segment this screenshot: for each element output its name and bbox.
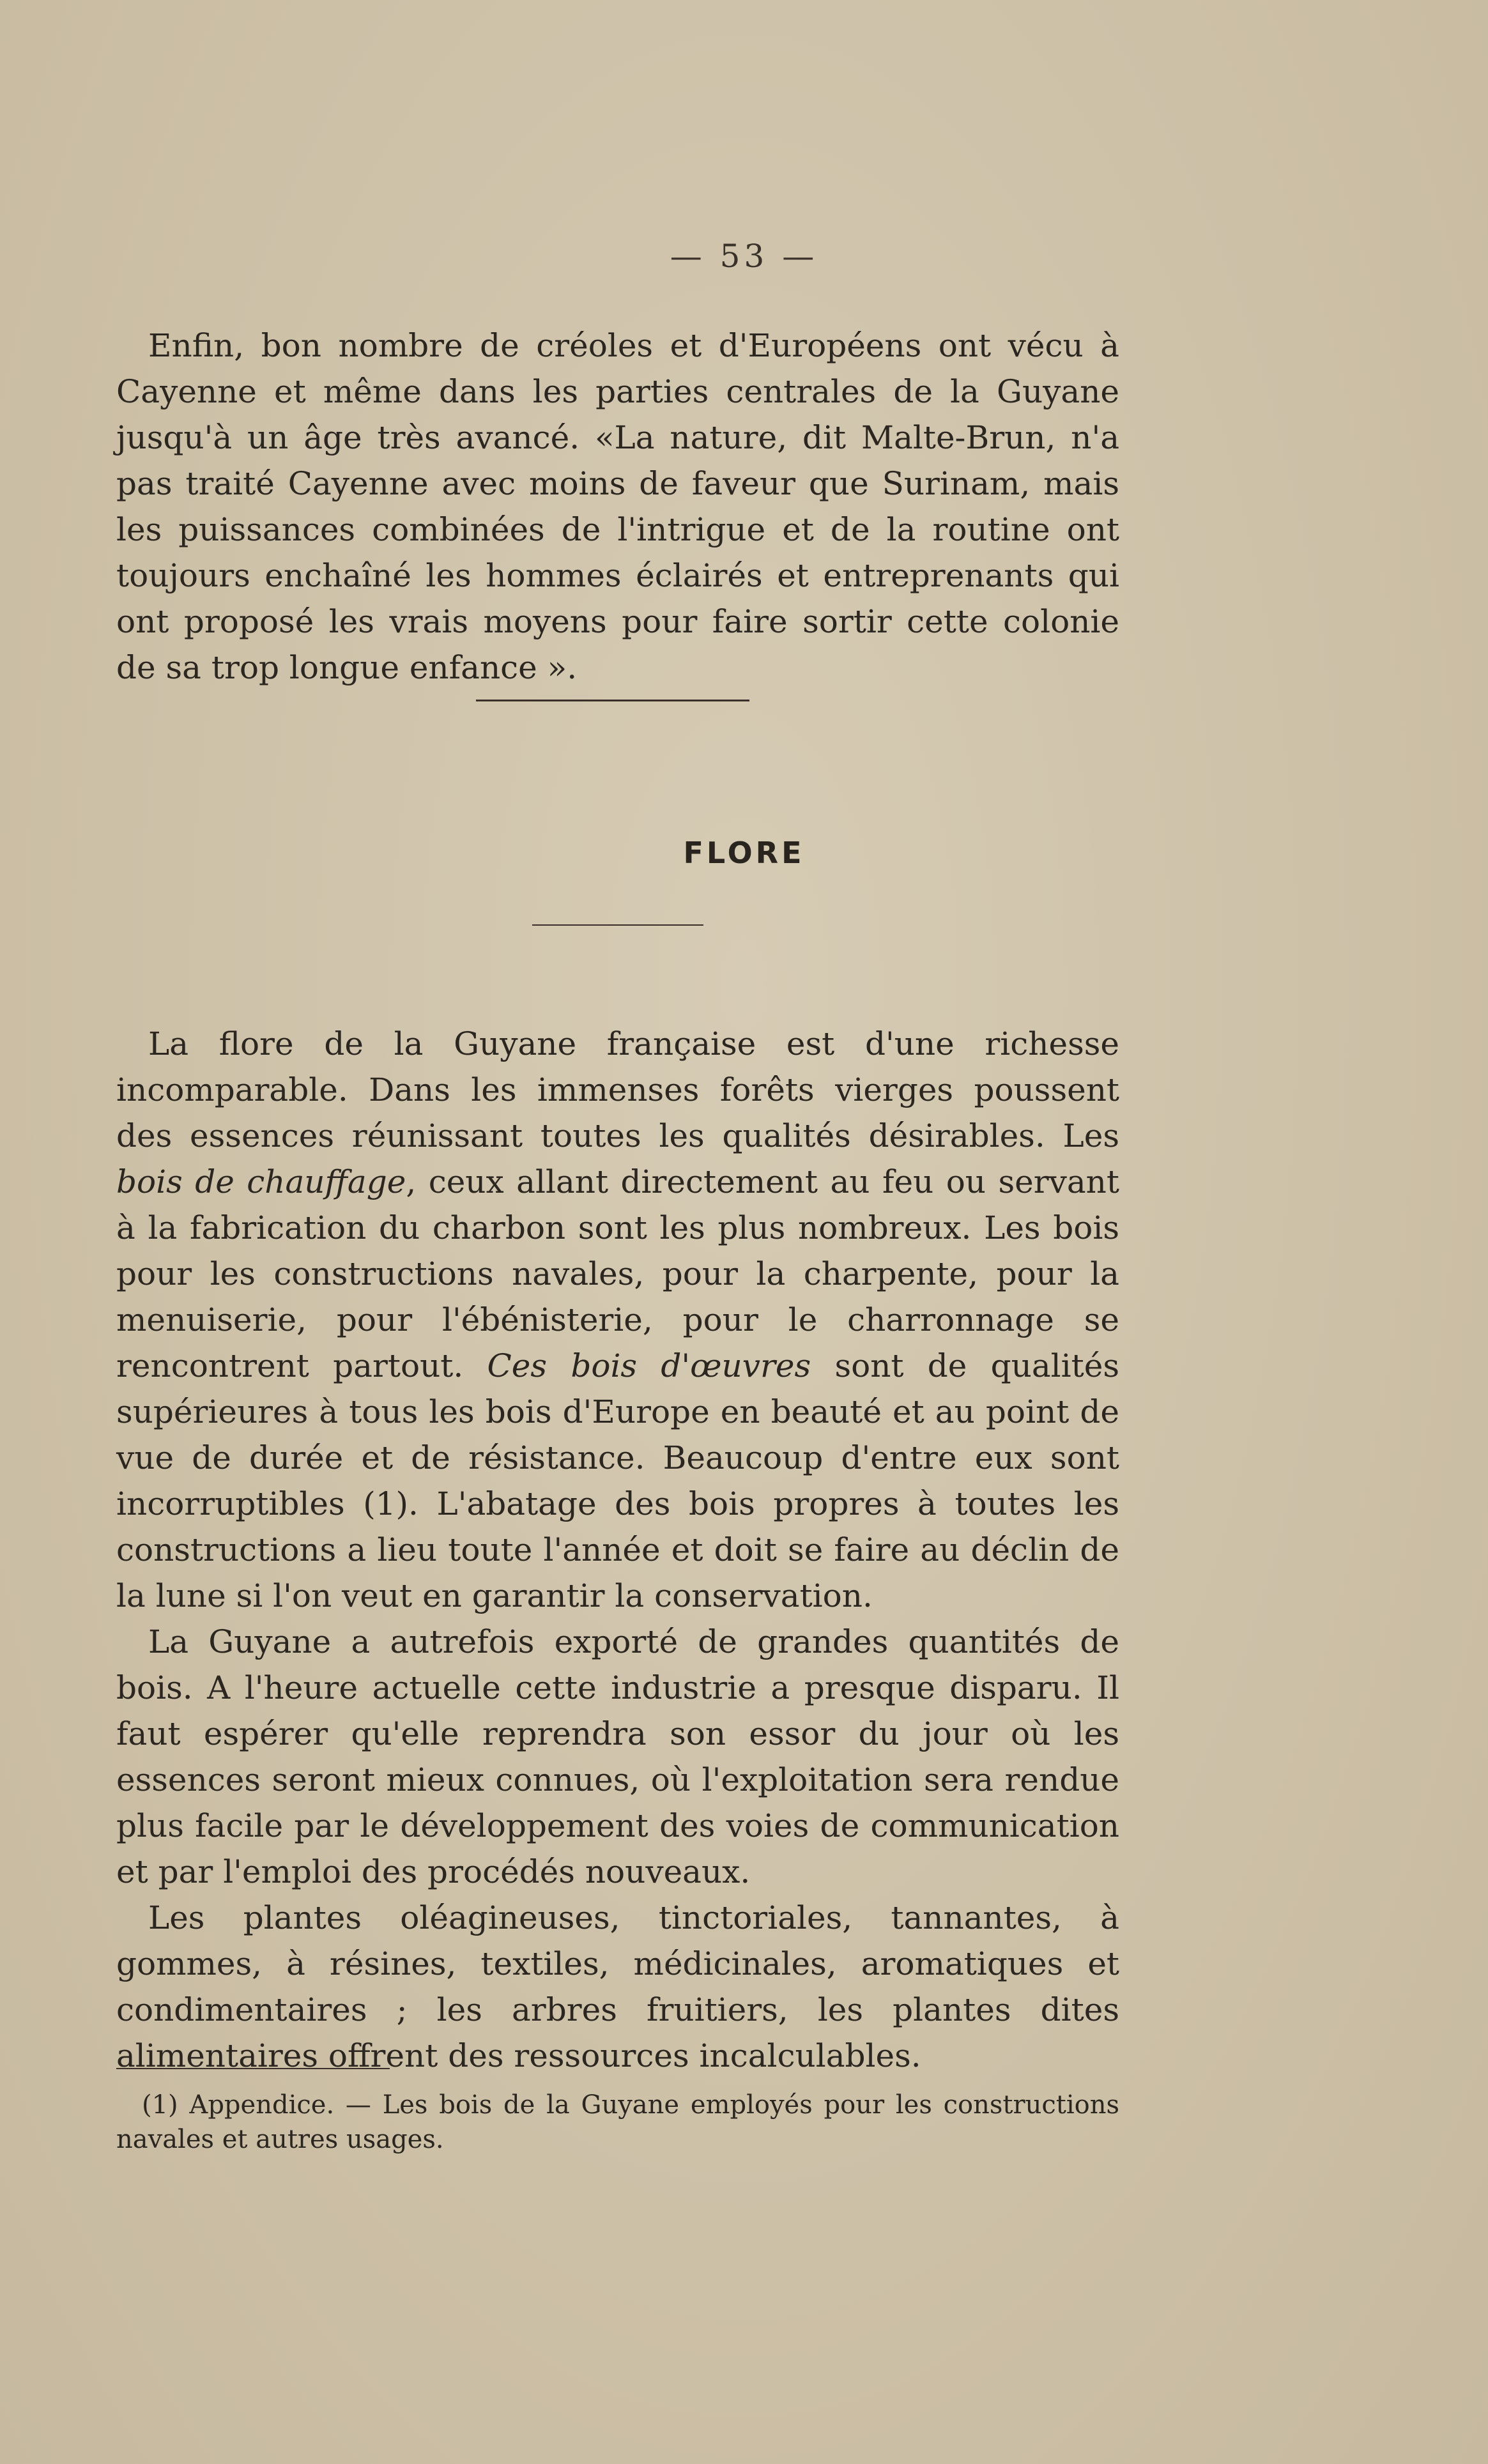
section-title: FLORE: [683, 836, 805, 870]
flore-p1-text-a: La flore de la Guyane française est d'une richesse incomparable. Dans les immenses forêts vierges poussent des essences réunissant toutes les qualités désirables. Les: [116, 1025, 1119, 1154]
flore-p1-italic-1: bois de chauffage: [116, 1163, 406, 1200]
footnote: [116, 2088, 1119, 2157]
page-number: — 53 —: [670, 238, 818, 275]
footnote-rule: [116, 2068, 390, 2069]
intro-paragraph: [116, 323, 1119, 691]
footnote-text: (1) Appendice. — Les bois de la Guyane employés pour les constructions navales et autres usages.: [116, 2090, 1119, 2154]
intro-paragraph-text: Enfin, bon nombre de créoles et d'Européens ont vécu à Cayenne et même dans les parties centrales de la Guyane jusqu'à un âge très avancé. «La nature, dit Malte-Brun, n'a pas traité Cayenne avec moins de faveur que Surinam, mais les puissances combinées de l'intrigue et de la routine ont toujours enchaîné les hommes éclairés et entreprenants qui ont proposé les vrais moyens pour faire sortir cette colonie de sa trop longue enfance ».: [116, 327, 1119, 686]
flore-p1-text-b: , ceux allant directement au feu ou servant à la fabrication du charbon sont les plus nombreux. Les bois pour les constructions navales, pour la charpente, pour la menuiserie, pour l'ébénisterie, pour le charronnage se rencontrent partout.: [116, 1163, 1119, 1384]
flore-paragraph-2: La Guyane a autrefois exporté de grandes quantités de bois. A l'heure actuelle cette industrie a presque disparu. Il faut espérer qu'elle reprendra son essor du jour où les essences seront mieux connues, où l'exploitation sera rendue plus facile par le développement des voies de communication et par l'emploi des procédés nouveaux.: [116, 1623, 1119, 1890]
flore-p1-text-c: sont de qualités supérieures à tous les bois d'Europe en beauté et au point de vue de durée et de résistance. Beaucoup d'entre eux sont incorruptibles (1). L'abatage des bois propres à toutes les constructions a lieu toute l'année et doit se faire au déclin de la lune si l'on veut en garantir la conservation.: [116, 1347, 1120, 1614]
flore-section: [116, 1021, 1119, 2079]
flore-p1-italic-2: Ces bois d'œuvres: [487, 1347, 811, 1384]
flore-paragraph-1: [116, 1021, 1119, 1619]
separator-rule: [476, 700, 749, 701]
flore-paragraph-3: Les plantes oléagineuses, tinctoriales, tannantes, à gommes, à résines, textiles, médicinales, aromatiques et condimentaires ; les arbres fruitiers, les plantes dites alimentaires offrent des ressources incalculables.: [116, 1899, 1119, 2074]
title-underline: [532, 924, 703, 926]
